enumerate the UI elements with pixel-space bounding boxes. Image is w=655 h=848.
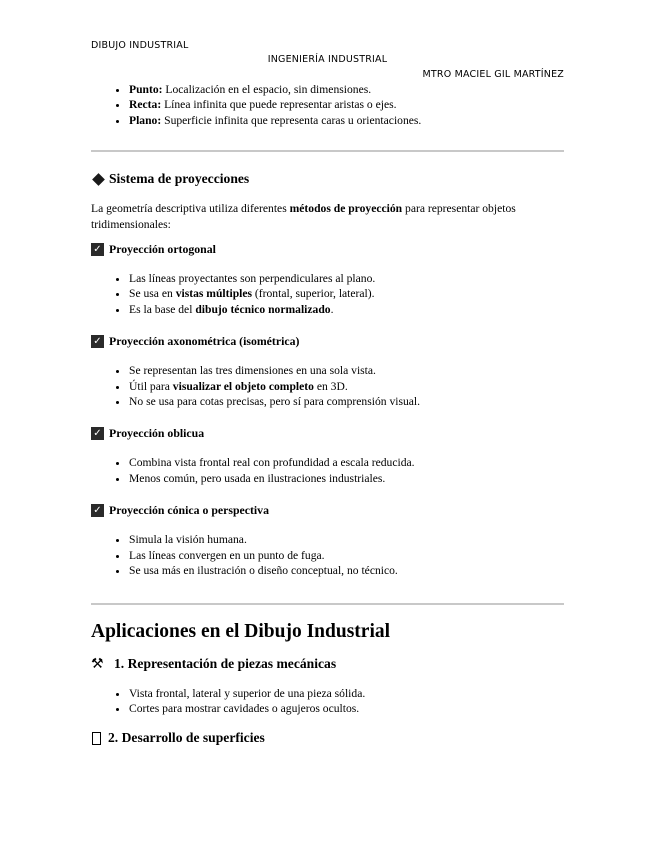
list-item: • Se usa más en ilustración o diseño conceptual, no técnico. — [129, 563, 564, 578]
list-item: • Útil para visualizar el objeto completo en 3D. — [129, 379, 564, 394]
subheading-axonometric: ✓ Proyección axonométrica (isométrica) — [91, 334, 564, 349]
subheading-oblique: ✓ Proyección oblicua — [91, 426, 564, 441]
document-body — [91, 82, 564, 746]
section-divider — [91, 603, 564, 605]
applications-title: Aplicaciones en el Dibujo Industrial — [91, 620, 391, 642]
list-item: • Se representan las tres dimensiones en una sola vista. — [129, 363, 564, 378]
conical-list — [91, 532, 564, 578]
list-item: • Vista frontal, lateral y superior de una pieza sólida. — [129, 686, 564, 701]
running-header-right: MTRO MACIEL GIL MARTÍNEZ — [422, 69, 564, 80]
list-item: • Es la base del dibujo técnico normalizado. — [129, 302, 564, 317]
list-item: • Menos común, pero usada en ilustraciones industriales. — [129, 471, 564, 486]
running-header-left: DIBUJO INDUSTRIAL — [91, 40, 189, 51]
geometric-elements-list — [91, 82, 564, 128]
list-item: • Combina vista frontal real con profundidad a escala reducida. — [129, 455, 564, 470]
orthogonal-list — [91, 271, 564, 317]
check-box-icon: ✓ — [91, 243, 104, 256]
mechanical-parts-list — [91, 686, 564, 717]
subheading-mechanical-parts: ⚒ 1. Representación de piezas mecánicas — [91, 655, 337, 672]
check-box-icon: ✓ — [91, 335, 104, 348]
list-item: • Cortes para mostrar cavidades o agujeros ocultos. — [129, 701, 564, 716]
missing-glyph-icon — [92, 732, 101, 745]
oblique-list — [91, 455, 564, 486]
subheading-surface-development: 2. Desarrollo de superficies — [91, 730, 564, 746]
subheading-conical: ✓ Proyección cónica o perspectiva — [91, 503, 564, 518]
diamond-icon — [92, 173, 105, 186]
section-divider — [91, 150, 564, 152]
list-item: • No se usa para cotas precisas, pero sí para comprensión visual. — [129, 394, 564, 409]
section-heading-projections: Sistema de proyecciones — [91, 171, 564, 187]
check-box-icon: ✓ — [91, 427, 104, 440]
subheading-orthogonal: ✓ Proyección ortogonal — [91, 242, 564, 257]
axonometric-list — [91, 363, 564, 409]
list-item: • Se usa en vistas múltiples (frontal, superior, lateral). — [129, 286, 564, 301]
list-item: • Recta: Línea infinita que puede representar aristas o ejes. — [129, 97, 564, 112]
tools-icon: ⚒ — [91, 655, 104, 672]
check-box-icon: ✓ — [91, 504, 104, 517]
list-item: • Simula la visión humana. — [129, 532, 564, 547]
list-item: • Las líneas proyectantes son perpendiculares al plano. — [129, 271, 564, 286]
projections-intro: La geometría descriptiva utiliza diferentes métodos de proyección para representar objetos tridimensionales: — [91, 202, 516, 231]
list-item: • Punto: Localización en el espacio, sin dimensiones. — [129, 82, 564, 97]
list-item: • Plano: Superficie infinita que representa caras u orientaciones. — [129, 113, 564, 128]
running-header-center: INGENIERÍA INDUSTRIAL — [267, 54, 388, 65]
list-item: • Las líneas convergen en un punto de fuga. — [129, 548, 564, 563]
